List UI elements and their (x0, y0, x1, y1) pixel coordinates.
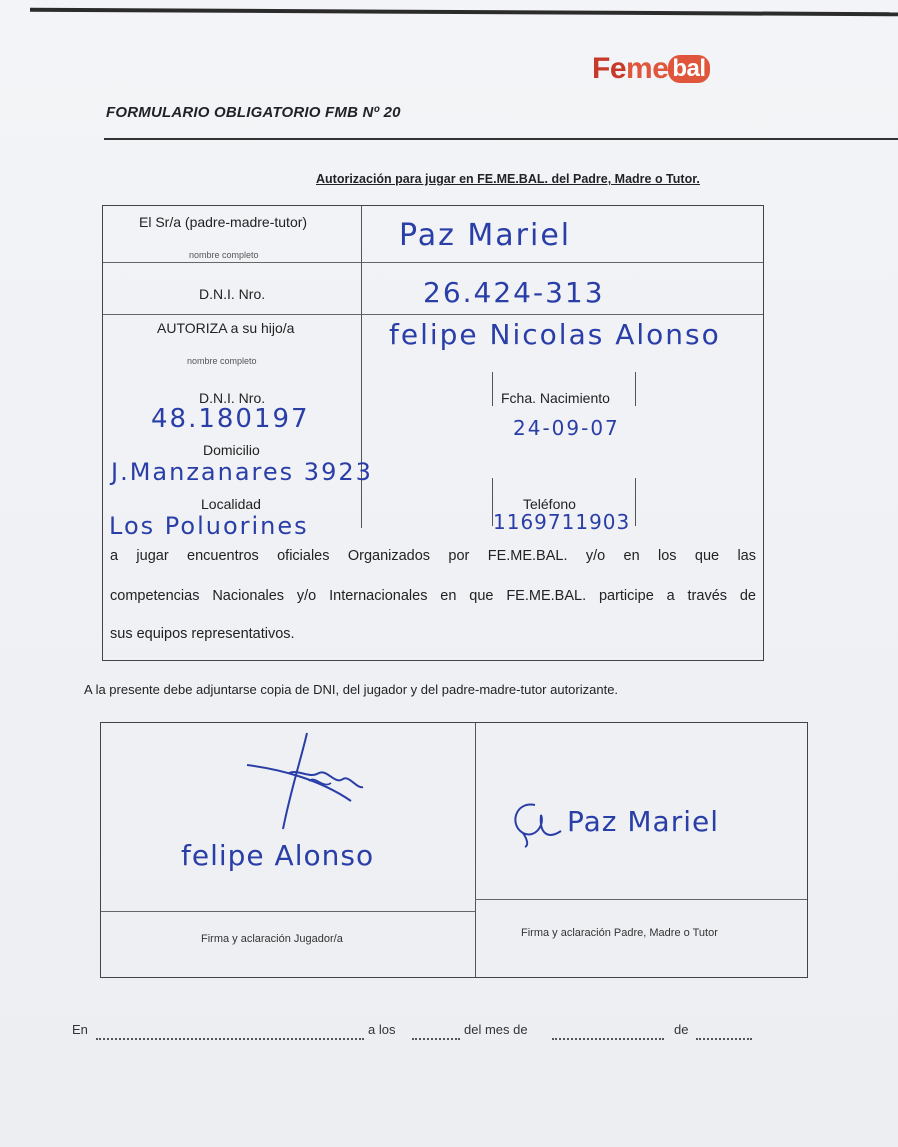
child-sublabel: nombre completo (187, 356, 257, 366)
birth-date-label: Fcha. Nacimiento (501, 390, 610, 406)
parent-sublabel: nombre completo (189, 250, 259, 260)
address-value: J.Manzanares 3923 (111, 458, 373, 486)
address-label: Domicilio (203, 442, 260, 458)
signature-baseline-left (101, 911, 475, 912)
authorization-paragraph-line-3: sus equipos representativos. (110, 626, 295, 642)
year-field[interactable] (696, 1026, 752, 1040)
phone-value: 1169711903 (493, 510, 631, 534)
logo-part-3: bal (668, 55, 709, 83)
child-name-value: felipe Nicolas Alonso (389, 318, 721, 351)
footer-de-label: de (674, 1022, 689, 1037)
parent-signature-name: Paz Mariel (567, 805, 719, 838)
parent-name-value: Paz Mariel (399, 218, 572, 253)
row-divider (103, 314, 763, 315)
parent-label: El Sr/a (padre-madre-tutor) (139, 214, 308, 230)
footer-a-los-label: a los (368, 1022, 396, 1037)
signature-box (100, 722, 808, 978)
phone-label: Teléfono (523, 496, 576, 512)
parent-signature-label: Firma y aclaración Padre, Madre o Tutor (521, 927, 718, 939)
femebal-logo (592, 52, 710, 86)
attachment-note: A la presente debe adjuntarse copia de DNI, del jugador y del padre-madre-tutor autorizante. (84, 682, 619, 697)
form-subtitle: Autorización para jugar en FE.ME.BAL. del Padre, Madre o Tutor. (316, 172, 700, 186)
locality-value: Los Poluorines (109, 512, 309, 540)
child-dni-label: D.N.I. Nro. (199, 390, 266, 406)
locality-label: Localidad (201, 496, 261, 512)
logo-part-1: Fe (592, 52, 627, 85)
birth-date-value: 24-09-07 (513, 416, 620, 440)
logo-part-2: me (626, 52, 669, 85)
place-field[interactable] (96, 1026, 364, 1040)
parent-signature-scribble (505, 795, 567, 849)
day-field[interactable] (412, 1026, 460, 1040)
player-signature-name: felipe Alonso (181, 839, 375, 872)
signature-column-divider (475, 723, 476, 977)
title-rule (104, 138, 898, 140)
birth-divider-right (635, 372, 636, 406)
form-title: FORMULARIO OBLIGATORIO FMB Nº 20 (106, 104, 401, 121)
player-signature-label: Firma y aclaración Jugador/a (201, 933, 343, 945)
authorization-paragraph-line-2: competencias Nacionales y/o Internacionales en que FE.ME.BAL. participe a través de (110, 588, 756, 604)
child-label: AUTORIZA a su hijo/a (157, 320, 295, 336)
footer-del-mes-label: del mes de (464, 1022, 528, 1037)
child-dni-value: 48.180197 (151, 404, 310, 434)
month-field[interactable] (552, 1026, 664, 1040)
authorization-paragraph-line-1: a jugar encuentros oficiales Organizados por FE.ME.BAL. y/o en los que las (110, 548, 756, 564)
footer-en-label: En (72, 1022, 88, 1037)
player-signature-scribble (239, 729, 369, 839)
phone-divider-right (635, 478, 636, 526)
signature-baseline-right (475, 899, 807, 900)
birth-divider-left (492, 372, 493, 406)
row-divider (103, 262, 763, 263)
parent-dni-label: D.N.I. Nro. (199, 286, 266, 302)
top-rule (30, 8, 898, 17)
parent-dni-value: 26.424-313 (423, 276, 605, 309)
